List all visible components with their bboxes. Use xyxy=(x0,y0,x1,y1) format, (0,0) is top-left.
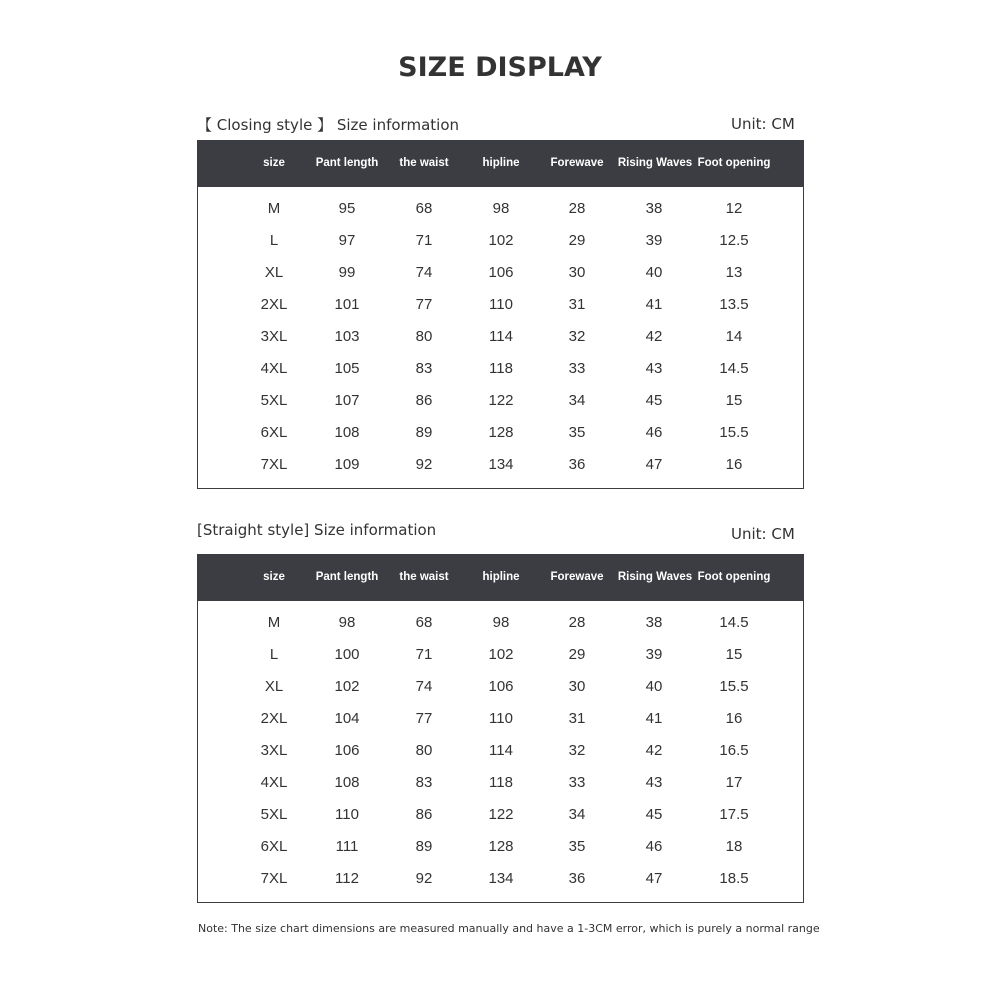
rising-waves-cell: 47 xyxy=(645,870,663,887)
rising-waves-cell: 40 xyxy=(645,264,663,281)
size-cell: 2XL xyxy=(260,296,288,313)
table-row xyxy=(198,831,803,863)
hipline-cell: 134 xyxy=(488,870,514,887)
forewave-cell: 28 xyxy=(568,614,586,631)
size-cell: 5XL xyxy=(260,806,288,823)
hipline-cell: 110 xyxy=(489,710,513,727)
forewave-cell: 31 xyxy=(568,296,586,313)
closing-style-section-label: 【 Closing style 】 Size information xyxy=(197,116,460,134)
header-rising-waves: Rising Waves xyxy=(617,571,693,583)
pant-length-cell: 109 xyxy=(334,456,360,473)
foot-opening-cell: 14.5 xyxy=(719,614,749,631)
pant-length-cell: 95 xyxy=(338,200,356,217)
waist-cell: 68 xyxy=(415,614,433,631)
waist-cell: 80 xyxy=(415,742,433,759)
hipline-cell: 122 xyxy=(488,806,514,823)
header-hipline: hipline xyxy=(482,157,520,169)
foot-opening-cell: 12 xyxy=(725,200,743,217)
rising-waves-cell: 41 xyxy=(645,710,663,727)
rising-waves-cell: 47 xyxy=(645,456,663,473)
pant-length-cell: 110 xyxy=(335,806,359,823)
header-size: size xyxy=(263,571,285,583)
pant-length-cell: 101 xyxy=(334,296,360,313)
closing-style-size-table xyxy=(197,140,804,489)
forewave-cell: 29 xyxy=(568,646,586,663)
forewave-cell: 30 xyxy=(568,678,586,695)
header-forewave: Forewave xyxy=(550,571,604,583)
table-row xyxy=(198,767,803,799)
hipline-cell: 98 xyxy=(492,614,510,631)
header-waist: the waist xyxy=(399,157,449,169)
forewave-cell: 35 xyxy=(568,424,586,441)
header-foot-opening: Foot opening xyxy=(697,157,771,169)
foot-opening-cell: 14.5 xyxy=(719,360,749,377)
rising-waves-cell: 41 xyxy=(645,296,663,313)
hipline-cell: 114 xyxy=(489,328,513,345)
foot-opening-cell: 14 xyxy=(725,328,743,345)
pant-length-cell: 102 xyxy=(334,678,360,695)
header-hipline: hipline xyxy=(482,571,520,583)
waist-cell: 83 xyxy=(415,360,433,377)
pant-length-cell: 107 xyxy=(334,392,360,409)
foot-opening-cell: 18 xyxy=(725,838,743,855)
pant-length-cell: 108 xyxy=(334,774,360,791)
pant-length-cell: 108 xyxy=(334,424,360,441)
forewave-cell: 33 xyxy=(568,360,586,377)
table-row xyxy=(198,225,803,257)
forewave-cell: 34 xyxy=(568,392,586,409)
foot-opening-cell: 16.5 xyxy=(719,742,749,759)
header-foot-opening: Foot opening xyxy=(697,571,771,583)
rising-waves-cell: 38 xyxy=(645,200,663,217)
waist-cell: 80 xyxy=(415,328,433,345)
waist-cell: 71 xyxy=(415,232,433,249)
waist-cell: 74 xyxy=(415,678,433,695)
straight-style-size-table xyxy=(197,554,804,903)
table-row xyxy=(198,607,803,639)
size-cell: 4XL xyxy=(260,774,288,791)
table-row xyxy=(198,417,803,449)
hipline-cell: 118 xyxy=(489,360,513,377)
size-cell: 4XL xyxy=(260,360,288,377)
hipline-cell: 98 xyxy=(492,200,510,217)
straight-style-unit-label: Unit: CM xyxy=(731,525,795,543)
table-header xyxy=(198,141,803,187)
foot-opening-cell: 16 xyxy=(725,456,743,473)
table-row xyxy=(198,735,803,767)
size-cell: 2XL xyxy=(260,710,288,727)
pant-length-cell: 112 xyxy=(335,870,359,887)
size-note: Note: The size chart dimensions are measured manually and have a 1-3CM error, which is purely a normal range xyxy=(198,922,820,935)
pant-length-cell: 105 xyxy=(334,360,360,377)
size-cell: 3XL xyxy=(260,328,288,345)
size-cell: M xyxy=(267,614,281,631)
pant-length-cell: 100 xyxy=(334,646,360,663)
hipline-cell: 134 xyxy=(488,456,514,473)
header-forewave: Forewave xyxy=(550,157,604,169)
rising-waves-cell: 43 xyxy=(645,360,663,377)
rising-waves-cell: 42 xyxy=(645,328,663,345)
rising-waves-cell: 45 xyxy=(645,392,663,409)
forewave-cell: 31 xyxy=(568,710,586,727)
header-waist: the waist xyxy=(399,571,449,583)
forewave-cell: 32 xyxy=(568,742,586,759)
pant-length-cell: 97 xyxy=(338,232,356,249)
table-row xyxy=(198,193,803,225)
table-row xyxy=(198,449,803,481)
size-cell: 3XL xyxy=(260,742,288,759)
waist-cell: 89 xyxy=(415,424,433,441)
table-header xyxy=(198,555,803,601)
foot-opening-cell: 13.5 xyxy=(719,296,749,313)
table-row xyxy=(198,639,803,671)
size-cell: 7XL xyxy=(260,870,288,887)
size-cell: XL xyxy=(264,264,284,281)
size-cell: 5XL xyxy=(260,392,288,409)
waist-cell: 92 xyxy=(415,870,433,887)
foot-opening-cell: 12.5 xyxy=(719,232,749,249)
pant-length-cell: 106 xyxy=(334,742,360,759)
pant-length-cell: 103 xyxy=(334,328,360,345)
foot-opening-cell: 16 xyxy=(725,710,743,727)
pant-length-cell: 98 xyxy=(338,614,356,631)
table-row xyxy=(198,703,803,735)
forewave-cell: 32 xyxy=(568,328,586,345)
size-cell: L xyxy=(269,232,279,249)
size-cell: 6XL xyxy=(260,838,288,855)
table-row xyxy=(198,799,803,831)
hipline-cell: 122 xyxy=(488,392,514,409)
header-rising-waves: Rising Waves xyxy=(617,157,693,169)
rising-waves-cell: 39 xyxy=(645,232,663,249)
size-cell: M xyxy=(267,200,281,217)
waist-cell: 77 xyxy=(415,710,433,727)
waist-cell: 68 xyxy=(415,200,433,217)
table-row xyxy=(198,385,803,417)
forewave-cell: 29 xyxy=(568,232,586,249)
forewave-cell: 36 xyxy=(568,456,586,473)
foot-opening-cell: 15 xyxy=(725,646,743,663)
page-title: SIZE DISPLAY xyxy=(398,52,602,83)
waist-cell: 71 xyxy=(415,646,433,663)
hipline-cell: 110 xyxy=(489,296,513,313)
pant-length-cell: 111 xyxy=(335,838,359,855)
table-row xyxy=(198,257,803,289)
hipline-cell: 102 xyxy=(488,232,514,249)
foot-opening-cell: 15 xyxy=(725,392,743,409)
pant-length-cell: 99 xyxy=(338,264,356,281)
straight-style-section-label: [Straight style] Size information xyxy=(197,521,437,539)
table-row xyxy=(198,289,803,321)
forewave-cell: 33 xyxy=(568,774,586,791)
size-cell: 7XL xyxy=(260,456,288,473)
rising-waves-cell: 38 xyxy=(645,614,663,631)
waist-cell: 86 xyxy=(415,806,433,823)
hipline-cell: 114 xyxy=(489,742,513,759)
waist-cell: 92 xyxy=(415,456,433,473)
hipline-cell: 128 xyxy=(488,424,514,441)
forewave-cell: 35 xyxy=(568,838,586,855)
waist-cell: 89 xyxy=(415,838,433,855)
hipline-cell: 102 xyxy=(488,646,514,663)
hipline-cell: 106 xyxy=(488,678,514,695)
pant-length-cell: 104 xyxy=(334,710,360,727)
forewave-cell: 30 xyxy=(568,264,586,281)
rising-waves-cell: 40 xyxy=(645,678,663,695)
header-pant-length: Pant length xyxy=(315,157,379,169)
waist-cell: 77 xyxy=(415,296,433,313)
table-row xyxy=(198,321,803,353)
forewave-cell: 28 xyxy=(568,200,586,217)
foot-opening-cell: 13 xyxy=(725,264,743,281)
waist-cell: 83 xyxy=(415,774,433,791)
table-row xyxy=(198,353,803,385)
foot-opening-cell: 18.5 xyxy=(719,870,749,887)
rising-waves-cell: 43 xyxy=(645,774,663,791)
table-row xyxy=(198,863,803,895)
rising-waves-cell: 46 xyxy=(645,838,663,855)
size-cell: 6XL xyxy=(260,424,288,441)
hipline-cell: 118 xyxy=(489,774,513,791)
forewave-cell: 34 xyxy=(568,806,586,823)
closing-style-unit-label: Unit: CM xyxy=(731,115,795,133)
hipline-cell: 128 xyxy=(488,838,514,855)
rising-waves-cell: 39 xyxy=(645,646,663,663)
hipline-cell: 106 xyxy=(488,264,514,281)
rising-waves-cell: 42 xyxy=(645,742,663,759)
rising-waves-cell: 45 xyxy=(645,806,663,823)
rising-waves-cell: 46 xyxy=(645,424,663,441)
header-pant-length: Pant length xyxy=(315,571,379,583)
table-row xyxy=(198,671,803,703)
foot-opening-cell: 17.5 xyxy=(719,806,749,823)
waist-cell: 74 xyxy=(415,264,433,281)
header-size: size xyxy=(263,157,285,169)
foot-opening-cell: 17 xyxy=(725,774,743,791)
size-cell: XL xyxy=(264,678,284,695)
foot-opening-cell: 15.5 xyxy=(719,424,749,441)
size-cell: L xyxy=(269,646,279,663)
foot-opening-cell: 15.5 xyxy=(719,678,749,695)
forewave-cell: 36 xyxy=(568,870,586,887)
waist-cell: 86 xyxy=(415,392,433,409)
